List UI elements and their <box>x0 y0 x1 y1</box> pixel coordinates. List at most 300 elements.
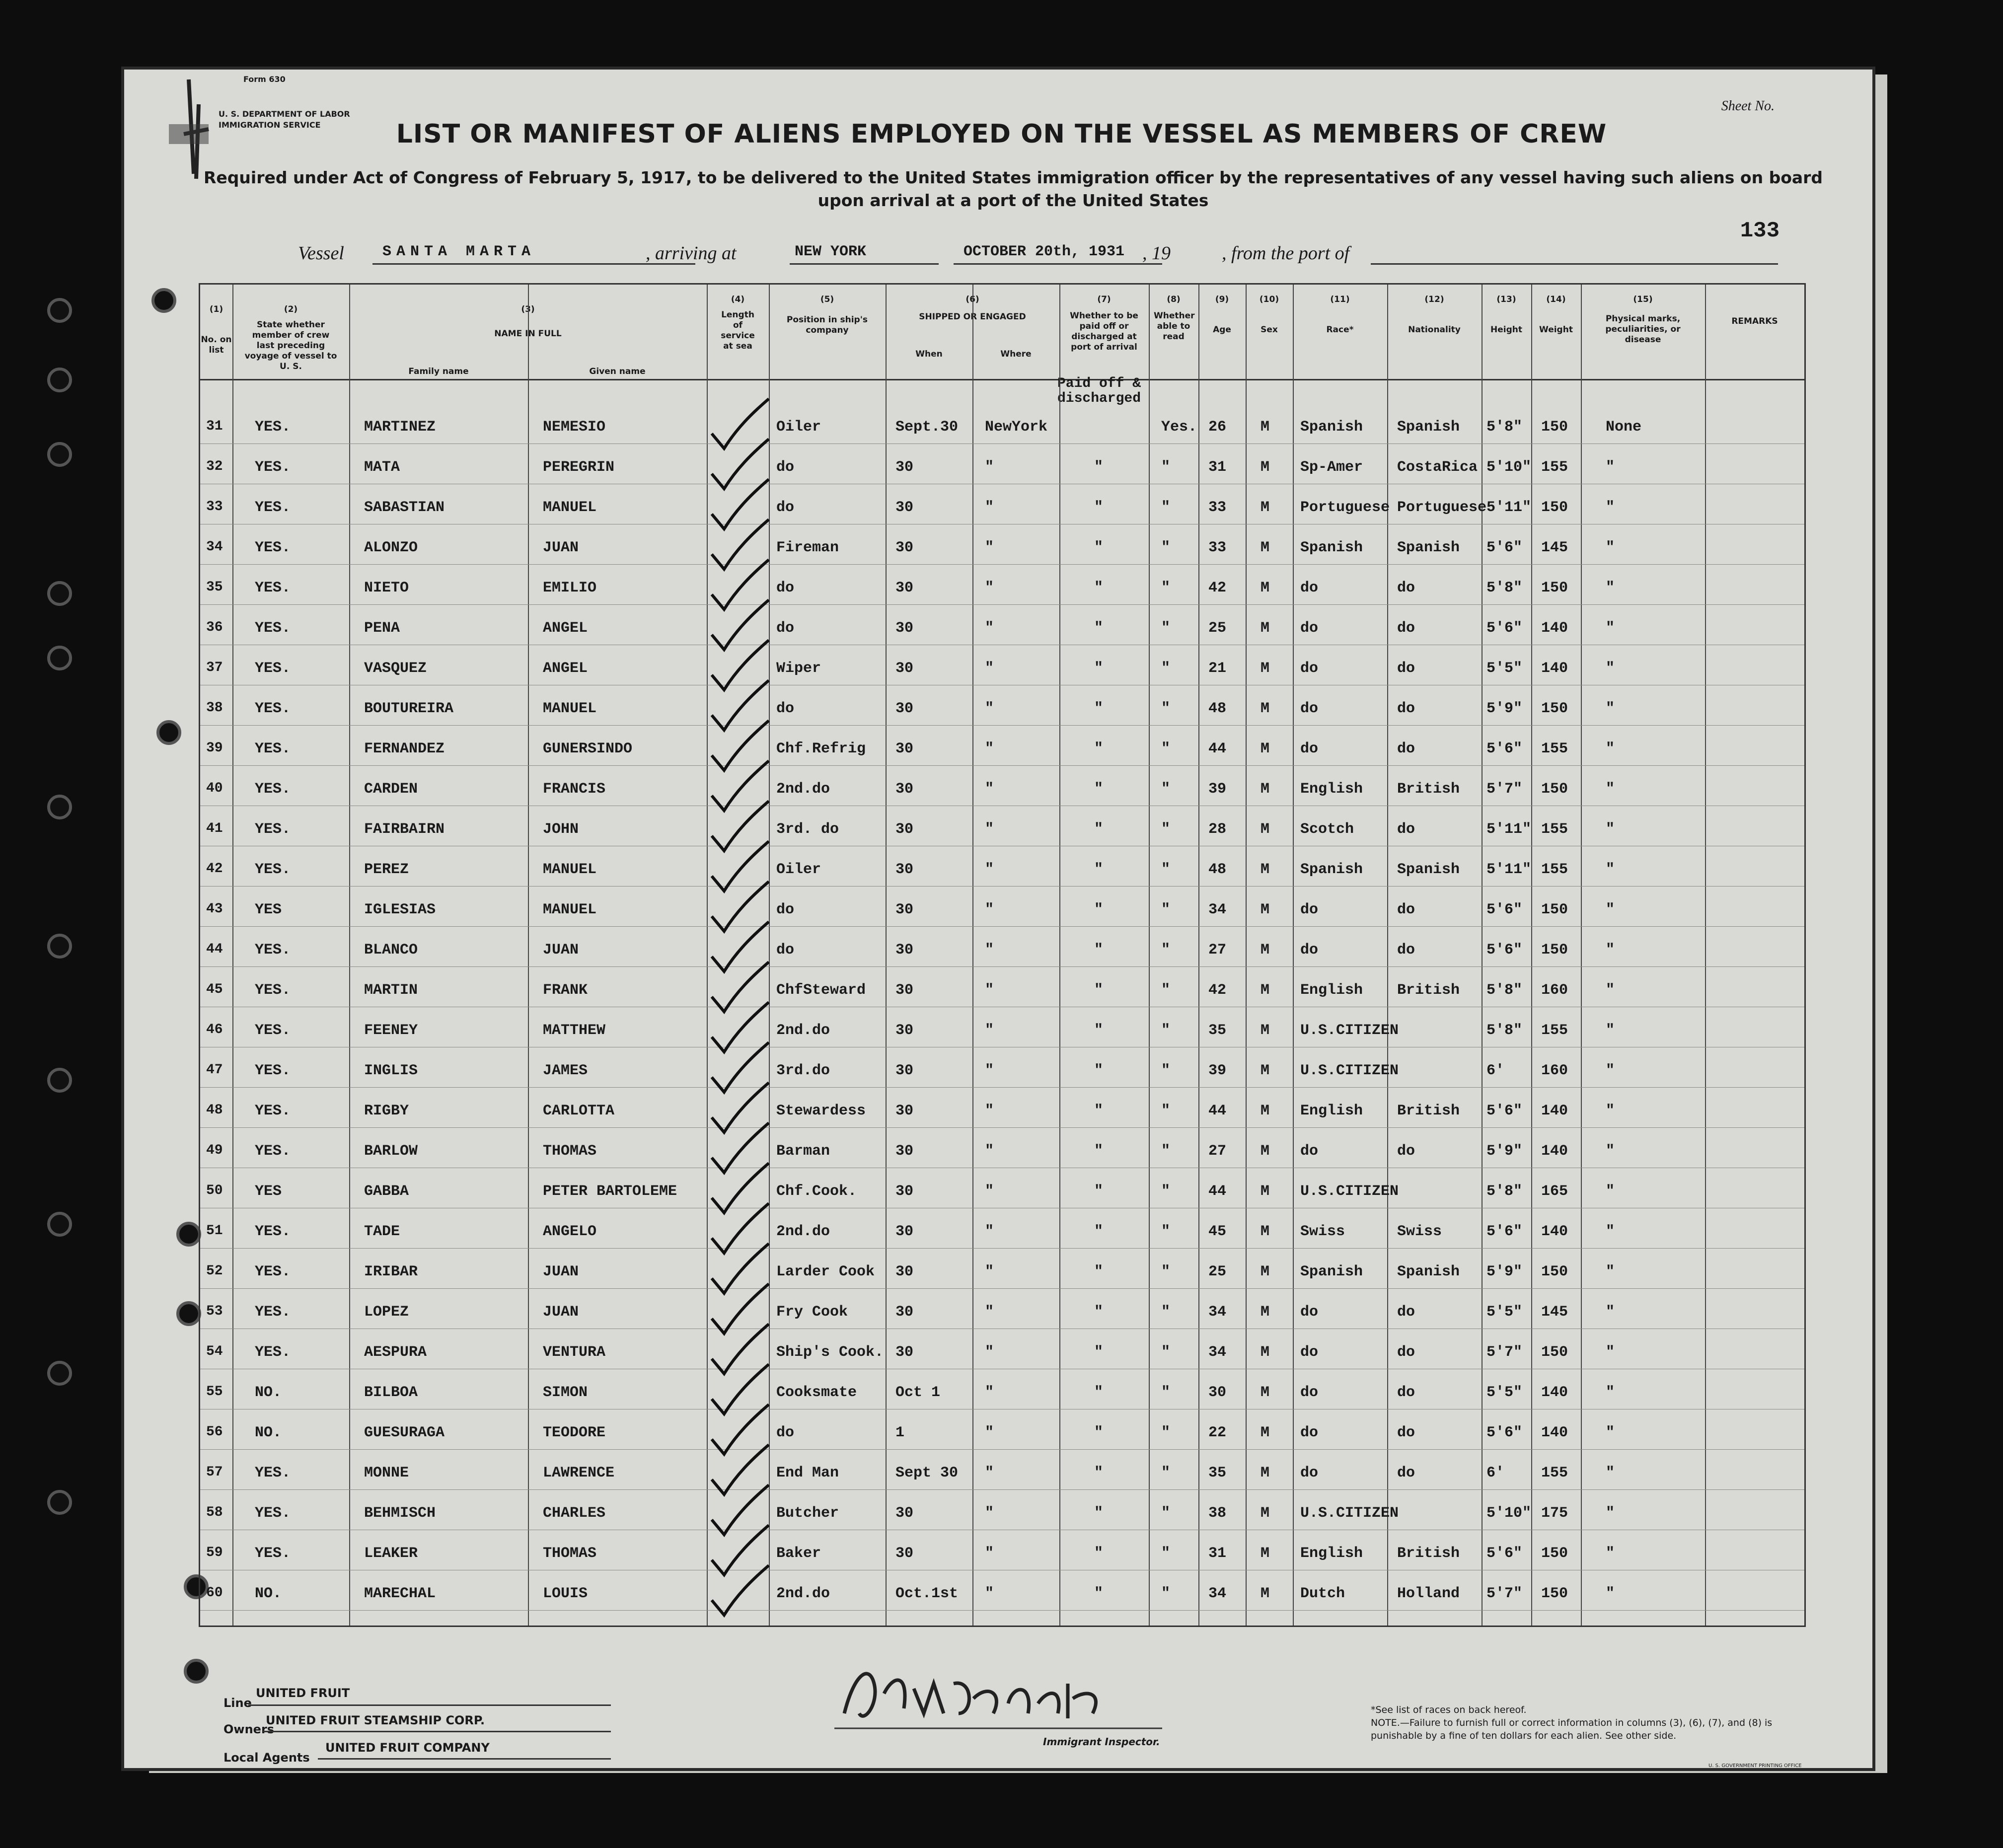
able-to-read-cell: " <box>1161 821 1171 838</box>
race-cell: English <box>1300 1103 1363 1119</box>
height-cell: 5'10" <box>1486 459 1532 476</box>
weight-cell: 140 <box>1541 620 1568 637</box>
given-name-cell: THOMAS <box>543 1143 597 1160</box>
given-name-cell: THOMAS <box>543 1545 597 1562</box>
shipped-when-cell: 30 <box>895 580 914 596</box>
shipped-when-cell: 30 <box>895 1183 914 1200</box>
paid-off-cell: " <box>1094 1585 1104 1602</box>
col-header-sex: (10) Sex <box>1259 295 1279 335</box>
position-cell: Chf.Refrig <box>776 740 866 757</box>
given-name-cell: ANGELO <box>543 1223 597 1240</box>
prev-voyage-cell: YES. <box>255 620 291 637</box>
family-name-cell: MARTINEZ <box>364 419 436 436</box>
able-to-read-cell: " <box>1161 1505 1171 1522</box>
shipped-where-cell: " <box>985 1344 994 1361</box>
physical-marks-cell: None <box>1606 419 1642 436</box>
col-header-given-name: Given name <box>589 367 646 376</box>
physical-marks-cell: " <box>1606 1263 1615 1280</box>
family-name-cell: SABASTIAN <box>364 499 445 516</box>
agents-label: Local Agents <box>223 1751 310 1765</box>
shipped-where-cell: " <box>985 861 994 878</box>
age-cell: 34 <box>1208 1585 1227 1602</box>
age-cell: 31 <box>1208 459 1227 476</box>
race-cell: U.S.CITIZEN <box>1300 1505 1399 1522</box>
race-cell: do <box>1300 660 1319 677</box>
prev-voyage-cell: YES. <box>255 821 291 838</box>
prev-voyage-cell: YES. <box>255 942 291 959</box>
shipped-where-cell: " <box>985 901 994 918</box>
sex-cell: M <box>1261 1143 1270 1160</box>
shipped-where-cell: " <box>985 700 994 717</box>
race-cell: Dutch <box>1300 1585 1345 1602</box>
nationality-cell: do <box>1397 1304 1415 1321</box>
height-cell: 5'6" <box>1486 1424 1523 1441</box>
height-cell: 5'7" <box>1486 1344 1523 1361</box>
height-cell: 5'11" <box>1486 861 1532 878</box>
prev-voyage-cell: YES <box>255 901 282 918</box>
race-cell: Spanish <box>1300 1263 1363 1280</box>
race-cell: do <box>1300 1424 1319 1441</box>
sex-cell: M <box>1261 660 1270 677</box>
paid-off-cell: " <box>1094 1022 1104 1039</box>
race-cell: do <box>1300 901 1319 918</box>
col-header-where: Where <box>1000 349 1032 359</box>
physical-marks-cell: " <box>1606 1384 1615 1401</box>
sex-cell: M <box>1261 740 1270 757</box>
weight-cell: 150 <box>1541 700 1568 717</box>
checkmark-icon <box>702 1560 771 1620</box>
row-number: 51 <box>206 1223 223 1239</box>
sex-cell: M <box>1261 781 1270 798</box>
prev-voyage-cell: YES. <box>255 781 291 798</box>
prev-voyage-cell: YES. <box>255 1022 291 1039</box>
age-cell: 44 <box>1208 1103 1227 1119</box>
prev-voyage-cell: YES. <box>255 459 291 476</box>
race-cell: Spanish <box>1300 539 1363 556</box>
punch-hole <box>47 934 72 959</box>
table-row <box>200 1535 1804 1575</box>
weight-cell: 150 <box>1541 781 1568 798</box>
sex-cell: M <box>1261 1183 1270 1200</box>
nationality-cell: do <box>1397 942 1415 959</box>
nationality-cell: Holland <box>1397 1585 1460 1602</box>
shipped-when-cell: 30 <box>895 539 914 556</box>
age-cell: 30 <box>1208 1384 1227 1401</box>
race-cell: do <box>1300 942 1319 959</box>
prev-voyage-cell: NO. <box>255 1585 282 1602</box>
age-cell: 44 <box>1208 740 1227 757</box>
position-cell: Chf.Cook. <box>776 1183 857 1200</box>
sex-cell: M <box>1261 1062 1270 1079</box>
owners-label: Owners <box>223 1722 275 1736</box>
paid-off-cell: " <box>1094 1505 1104 1522</box>
prev-voyage-cell: NO. <box>255 1384 282 1401</box>
shipped-where-cell: " <box>985 580 994 596</box>
able-to-read-cell: " <box>1161 861 1171 878</box>
height-cell: 5'6" <box>1486 901 1523 918</box>
row-number: 31 <box>206 419 223 434</box>
row-number: 45 <box>206 982 223 997</box>
age-cell: 48 <box>1208 861 1227 878</box>
position-cell: do <box>776 459 795 476</box>
table-row <box>200 1012 1804 1052</box>
position-cell: 2nd.do <box>776 1022 830 1039</box>
given-name-cell: SIMON <box>543 1384 588 1401</box>
row-number: 34 <box>206 539 223 555</box>
physical-marks-cell: " <box>1606 1344 1615 1361</box>
position-cell: Butcher <box>776 1505 839 1522</box>
able-to-read-cell: " <box>1161 1183 1171 1200</box>
row-number: 37 <box>206 660 223 675</box>
able-to-read-cell: " <box>1161 1384 1171 1401</box>
shipped-when-cell: 30 <box>895 901 914 918</box>
race-cell: do <box>1300 580 1319 596</box>
row-number: 38 <box>206 700 223 716</box>
table-row <box>200 1374 1804 1414</box>
family-name-cell: GABBA <box>364 1183 409 1200</box>
able-to-read-cell: " <box>1161 700 1171 717</box>
row-number: 60 <box>206 1585 223 1601</box>
weight-cell: 150 <box>1541 1263 1568 1280</box>
col-header-physical-marks: (15) Physical marks, peculiarities, or disease <box>1605 295 1681 345</box>
nationality-cell: do <box>1397 1465 1415 1481</box>
age-cell: 39 <box>1208 781 1227 798</box>
weight-cell: 150 <box>1541 1545 1568 1562</box>
age-cell: 33 <box>1208 539 1227 556</box>
paid-off-cell: " <box>1094 1344 1104 1361</box>
sex-cell: M <box>1261 861 1270 878</box>
table-row <box>200 529 1804 569</box>
shipped-where-cell: " <box>985 1022 994 1039</box>
given-name-cell: VENTURA <box>543 1344 606 1361</box>
race-cell: Spanish <box>1300 861 1363 878</box>
height-cell: 5'8" <box>1486 982 1523 999</box>
sex-cell: M <box>1261 1505 1270 1522</box>
col-header-when: When <box>915 349 943 359</box>
row-number: 41 <box>206 821 223 836</box>
table-row <box>200 1254 1804 1293</box>
table-row <box>200 570 1804 609</box>
shipped-where-cell: " <box>985 1304 994 1321</box>
row-number: 56 <box>206 1424 223 1440</box>
position-cell: End Man <box>776 1465 839 1481</box>
given-name-cell: FRANCIS <box>543 781 606 798</box>
position-cell: Larder Cook <box>776 1263 875 1280</box>
age-cell: 48 <box>1208 700 1227 717</box>
physical-marks-cell: " <box>1606 901 1615 918</box>
position-cell: do <box>776 942 795 959</box>
age-cell: 22 <box>1208 1424 1227 1441</box>
paid-off-cell: " <box>1094 459 1104 476</box>
footnote <box>1371 1703 1818 1742</box>
row-number: 59 <box>206 1545 223 1560</box>
weight-cell: 145 <box>1541 539 1568 556</box>
able-to-read-cell: " <box>1161 1022 1171 1039</box>
row-number: 39 <box>206 740 223 756</box>
paid-off-cell: " <box>1094 580 1104 596</box>
shipped-when-cell: 30 <box>895 942 914 959</box>
prev-voyage-cell: YES. <box>255 580 291 596</box>
sex-cell: M <box>1261 1103 1270 1119</box>
able-to-read-cell: " <box>1161 942 1171 959</box>
punch-hole <box>47 442 72 467</box>
height-cell: 6' <box>1486 1465 1505 1481</box>
shipped-where-cell: " <box>985 1545 994 1562</box>
arrival-date: OCTOBER 20th, 1931 <box>964 243 1125 260</box>
age-cell: 45 <box>1208 1223 1227 1240</box>
punch-hole <box>47 581 72 606</box>
col-header-age: (9) Age <box>1213 295 1231 335</box>
position-cell: Barman <box>776 1143 830 1160</box>
physical-marks-cell: " <box>1606 861 1615 878</box>
punch-hole <box>184 1659 209 1684</box>
family-name-cell: PENA <box>364 620 400 637</box>
race-cell: do <box>1300 1304 1319 1321</box>
sex-cell: M <box>1261 1465 1270 1481</box>
shipped-where-cell: " <box>985 1103 994 1119</box>
family-name-cell: MATA <box>364 459 400 476</box>
paid-off-cell: " <box>1094 1143 1104 1160</box>
given-name-cell: EMILIO <box>543 580 597 596</box>
printer-imprint: U. S. GOVERNMENT PRINTING OFFICE <box>1708 1763 1802 1769</box>
table-row <box>200 449 1804 489</box>
table-row <box>200 811 1804 851</box>
weight-cell: 140 <box>1541 1223 1568 1240</box>
race-cell: Spanish <box>1300 419 1363 436</box>
row-number: 36 <box>206 620 223 635</box>
physical-marks-cell: " <box>1606 982 1615 999</box>
nationality-cell: do <box>1397 700 1415 717</box>
shipped-where-cell: " <box>985 942 994 959</box>
paid-off-cell: " <box>1094 740 1104 757</box>
voyage-line <box>298 238 1877 268</box>
race-cell: do <box>1300 1465 1319 1481</box>
shipped-where-cell: " <box>985 1465 994 1481</box>
able-to-read-cell: " <box>1161 539 1171 556</box>
nationality-cell: Spanish <box>1397 539 1460 556</box>
height-cell: 5'9" <box>1486 1263 1523 1280</box>
col-header-position: (5) Position in ship's company <box>786 295 868 335</box>
position-cell: do <box>776 700 795 717</box>
sex-cell: M <box>1261 1545 1270 1562</box>
paid-off-cell: " <box>1094 1223 1104 1240</box>
able-to-read-cell: " <box>1161 1344 1171 1361</box>
able-to-read-cell: " <box>1161 660 1171 677</box>
col-header-service: (4) Length of service at sea <box>721 295 755 351</box>
family-name-cell: RIGBY <box>364 1103 409 1119</box>
col-header-name: (3) NAME IN FULL <box>494 304 562 339</box>
sex-cell: M <box>1261 982 1270 999</box>
table-row <box>200 1334 1804 1374</box>
arrival-port: NEW YORK <box>795 243 867 260</box>
given-name-cell: PETER BARTOLEME <box>543 1183 677 1200</box>
weight-cell: 150 <box>1541 901 1568 918</box>
form-number: Form 630 <box>243 74 286 84</box>
able-to-read-cell: " <box>1161 580 1171 596</box>
sex-cell: M <box>1261 1022 1270 1039</box>
age-cell: 35 <box>1208 1022 1227 1039</box>
race-cell: do <box>1300 620 1319 637</box>
page-subtitle: Required under Act of Congress of February 5, 1917, to be delivered to the United States immigration officer by the representatives of any vessel having such aliens on board upon arrival at a port of the United States <box>203 168 1823 210</box>
able-to-read-cell: " <box>1161 1103 1171 1119</box>
line-value: UNITED FRUIT <box>256 1686 350 1700</box>
height-cell: 5'11" <box>1486 499 1532 516</box>
given-name-cell: MANUEL <box>543 499 597 516</box>
weight-cell: 150 <box>1541 1344 1568 1361</box>
paid-off-cell: " <box>1094 539 1104 556</box>
position-cell: Fry Cook <box>776 1304 848 1321</box>
position-cell: Oiler <box>776 861 821 878</box>
shipped-when-cell: 30 <box>895 1545 914 1562</box>
weight-cell: 155 <box>1541 459 1568 476</box>
physical-marks-cell: " <box>1606 620 1615 637</box>
shipped-when-cell: 30 <box>895 861 914 878</box>
col-header-read: (8) Whether able to read <box>1154 295 1195 342</box>
position-cell: do <box>776 901 795 918</box>
table-row <box>200 1414 1804 1454</box>
nationality-cell: Swiss <box>1397 1223 1442 1240</box>
age-cell: 44 <box>1208 1183 1227 1200</box>
age-cell: 27 <box>1208 942 1227 959</box>
prev-voyage-cell: YES. <box>255 1304 291 1321</box>
punch-hole <box>47 1212 72 1237</box>
family-name-cell: MARECHAL <box>364 1585 436 1602</box>
row-number: 44 <box>206 942 223 957</box>
given-name-cell: MANUEL <box>543 901 597 918</box>
nationality-cell: Spanish <box>1397 861 1460 878</box>
position-cell: 2nd.do <box>776 1585 830 1602</box>
col-header-family-name: Family name <box>408 367 469 376</box>
sex-cell: M <box>1261 901 1270 918</box>
physical-marks-cell: " <box>1606 1585 1615 1602</box>
row-number: 54 <box>206 1344 223 1359</box>
prev-voyage-cell: YES. <box>255 1143 291 1160</box>
able-to-read-cell: " <box>1161 1545 1171 1562</box>
position-cell: Stewardess <box>776 1103 866 1119</box>
table-row <box>200 1455 1804 1494</box>
manifest-table <box>199 283 1806 1627</box>
height-cell: 5'9" <box>1486 1143 1523 1160</box>
shipped-where-cell: " <box>985 1585 994 1602</box>
table-row <box>200 650 1804 690</box>
able-to-read-cell: " <box>1161 620 1171 637</box>
able-to-read-cell: " <box>1161 459 1171 476</box>
row-number: 55 <box>206 1384 223 1400</box>
sex-cell: M <box>1261 821 1270 838</box>
race-cell: English <box>1300 781 1363 798</box>
nationality-cell: do <box>1397 821 1415 838</box>
physical-marks-cell: " <box>1606 1223 1615 1240</box>
given-name-cell: LOUIS <box>543 1585 588 1602</box>
col-header-weight: (14) Weight <box>1539 295 1573 335</box>
height-cell: 5'5" <box>1486 660 1523 677</box>
row-number: 52 <box>206 1263 223 1279</box>
family-name-cell: MONNE <box>364 1465 409 1481</box>
height-cell: 5'8" <box>1486 419 1523 436</box>
family-name-cell: MARTIN <box>364 982 418 999</box>
paid-off-cell: " <box>1094 901 1104 918</box>
race-cell: U.S.CITIZEN <box>1300 1022 1399 1039</box>
shipped-when-cell: Oct 1 <box>895 1384 941 1401</box>
weight-cell: 155 <box>1541 740 1568 757</box>
shipped-where-cell: " <box>985 539 994 556</box>
row-number: 40 <box>206 781 223 796</box>
position-cell: Cooksmate <box>776 1384 857 1401</box>
weight-cell: 140 <box>1541 1143 1568 1160</box>
row-number: 33 <box>206 499 223 515</box>
table-row <box>200 1294 1804 1333</box>
col-header-race: (11) Race* <box>1326 295 1354 335</box>
sex-cell: M <box>1261 459 1270 476</box>
height-cell: 5'8" <box>1486 1183 1523 1200</box>
paid-off-cell: " <box>1094 1263 1104 1280</box>
family-name-cell: FAIRBAIRN <box>364 821 445 838</box>
family-name-cell: BEHMISCH <box>364 1505 436 1522</box>
page-number: 133 <box>1740 219 1780 243</box>
line-label: Line <box>223 1696 252 1710</box>
family-name-cell: BOUTUREIRA <box>364 700 454 717</box>
height-cell: 5'6" <box>1486 942 1523 959</box>
shipped-when-cell: 30 <box>895 660 914 677</box>
physical-marks-cell: " <box>1606 1062 1615 1079</box>
prev-voyage-cell: YES. <box>255 1344 291 1361</box>
agents-value: UNITED FRUIT COMPANY <box>325 1741 490 1755</box>
physical-marks-cell: " <box>1606 660 1615 677</box>
punch-hole <box>47 1490 72 1515</box>
sheet-number-label: Sheet No. <box>1721 98 1775 114</box>
row-number: 49 <box>206 1143 223 1158</box>
row-number: 58 <box>206 1505 223 1520</box>
prev-voyage-cell: YES. <box>255 1465 291 1481</box>
race-cell: do <box>1300 740 1319 757</box>
nationality-cell: Spanish <box>1397 1263 1460 1280</box>
given-name-cell: ANGEL <box>543 620 588 637</box>
table-row <box>200 972 1804 1012</box>
service-label: IMMIGRATION SERVICE <box>219 120 321 130</box>
table-row <box>200 1213 1804 1253</box>
able-to-read-cell: " <box>1161 781 1171 798</box>
table-row <box>200 932 1804 971</box>
given-name-cell: MATTHEW <box>543 1022 606 1039</box>
punch-hole <box>156 720 181 745</box>
shipped-when-cell: Sept.30 <box>895 419 959 436</box>
paid-off-cell: " <box>1094 1424 1104 1441</box>
col-header-paid-off: (7) Whether to be paid off or discharged at port of arrival <box>1070 295 1138 352</box>
age-cell: 38 <box>1208 1505 1227 1522</box>
shipped-where-cell: " <box>985 499 994 516</box>
paid-off-cell: " <box>1094 620 1104 637</box>
shipped-when-cell: 30 <box>895 1344 914 1361</box>
age-cell: 26 <box>1208 419 1227 436</box>
family-name-cell: BILBOA <box>364 1384 418 1401</box>
shipped-when-cell: Oct.1st <box>895 1585 959 1602</box>
position-cell: Oiler <box>776 419 821 436</box>
prev-voyage-cell: YES. <box>255 1103 291 1119</box>
physical-marks-cell: " <box>1606 1505 1615 1522</box>
height-cell: 6' <box>1486 1062 1505 1079</box>
table-row <box>200 610 1804 650</box>
family-name-cell: TADE <box>364 1223 400 1240</box>
shipped-when-cell: 30 <box>895 1263 914 1280</box>
shipped-when-cell: 30 <box>895 1062 914 1079</box>
position-cell: 3rd.do <box>776 1062 830 1079</box>
shipped-when-cell: 30 <box>895 1022 914 1039</box>
given-name-cell: JUAN <box>543 1263 579 1280</box>
vessel-label: Vessel <box>298 243 344 264</box>
weight-cell: 140 <box>1541 1424 1568 1441</box>
shipped-when-cell: 30 <box>895 781 914 798</box>
nationality-cell: British <box>1397 781 1460 798</box>
